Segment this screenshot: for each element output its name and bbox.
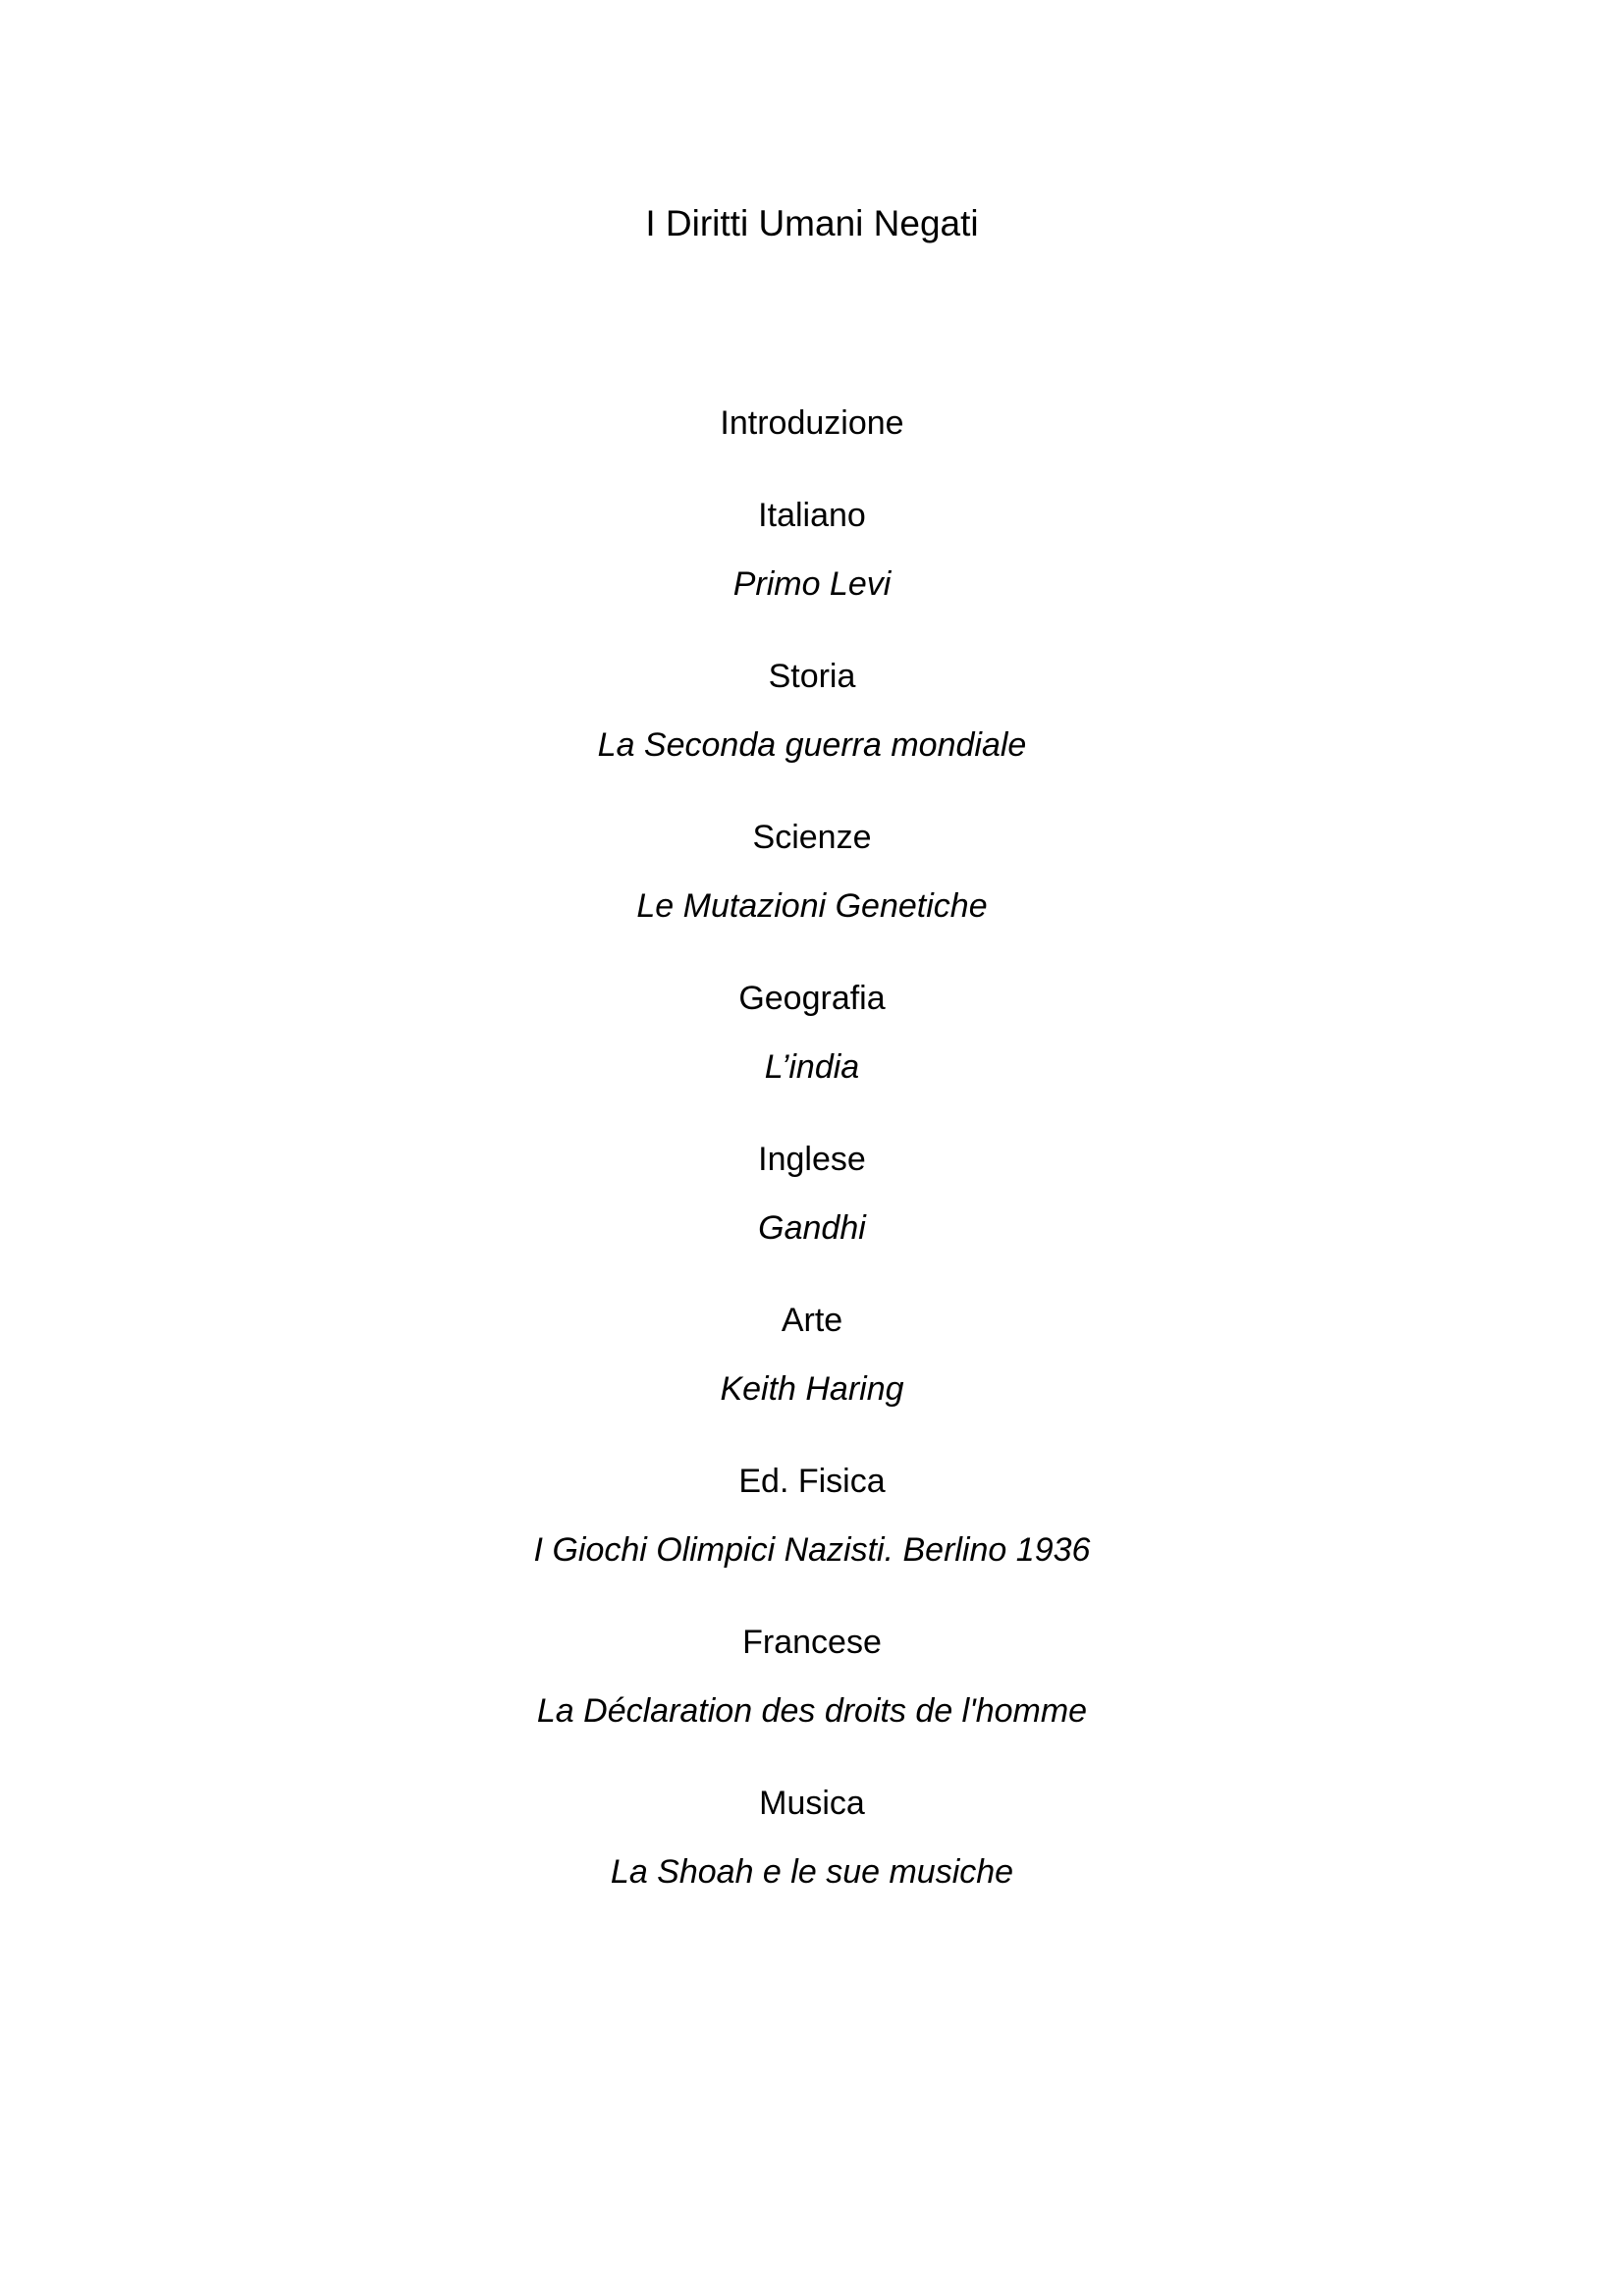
toc-topic: Primo Levi [732, 565, 892, 603]
toc-subject: Inglese [758, 1141, 866, 1178]
table-of-contents [0, 394, 1624, 1935]
toc-subject: Musica [759, 1785, 865, 1822]
toc-topic: Gandhi [758, 1209, 866, 1247]
toc-subject: Francese [742, 1624, 882, 1661]
toc-subject: Arte [781, 1302, 843, 1339]
toc-topic: L’india [764, 1048, 860, 1086]
toc-section-inglese [0, 1130, 1624, 1291]
toc-section-storia [0, 647, 1624, 808]
toc-topic: La Déclaration des droits de l'homme [536, 1692, 1088, 1730]
toc-section-scienze [0, 808, 1624, 969]
toc-topic: Keith Haring [720, 1370, 904, 1408]
toc-topic: I Giochi Olimpici Nazisti. Berlino 1936 [533, 1531, 1091, 1569]
toc-section-geografia [0, 969, 1624, 1130]
toc-section-arte [0, 1291, 1624, 1452]
toc-section-francese [0, 1613, 1624, 1774]
toc-topic: La Seconda guerra mondiale [597, 726, 1027, 764]
toc-section-musica [0, 1774, 1624, 1935]
toc-introduction: Introduzione [720, 404, 904, 442]
toc-section-italiano [0, 486, 1624, 647]
toc-section-ed-fisica [0, 1452, 1624, 1613]
toc-subject: Scienze [752, 819, 872, 856]
document-title: I Diritti Umani Negati [645, 203, 979, 243]
toc-topic: Le Mutazioni Genetiche [636, 887, 988, 925]
toc-subject: Storia [768, 658, 856, 695]
toc-topic: La Shoah e le sue musiche [610, 1853, 1014, 1891]
toc-subject: Italiano [758, 497, 866, 534]
toc-subject: Ed. Fisica [738, 1463, 886, 1500]
toc-subject: Geografia [738, 980, 886, 1017]
